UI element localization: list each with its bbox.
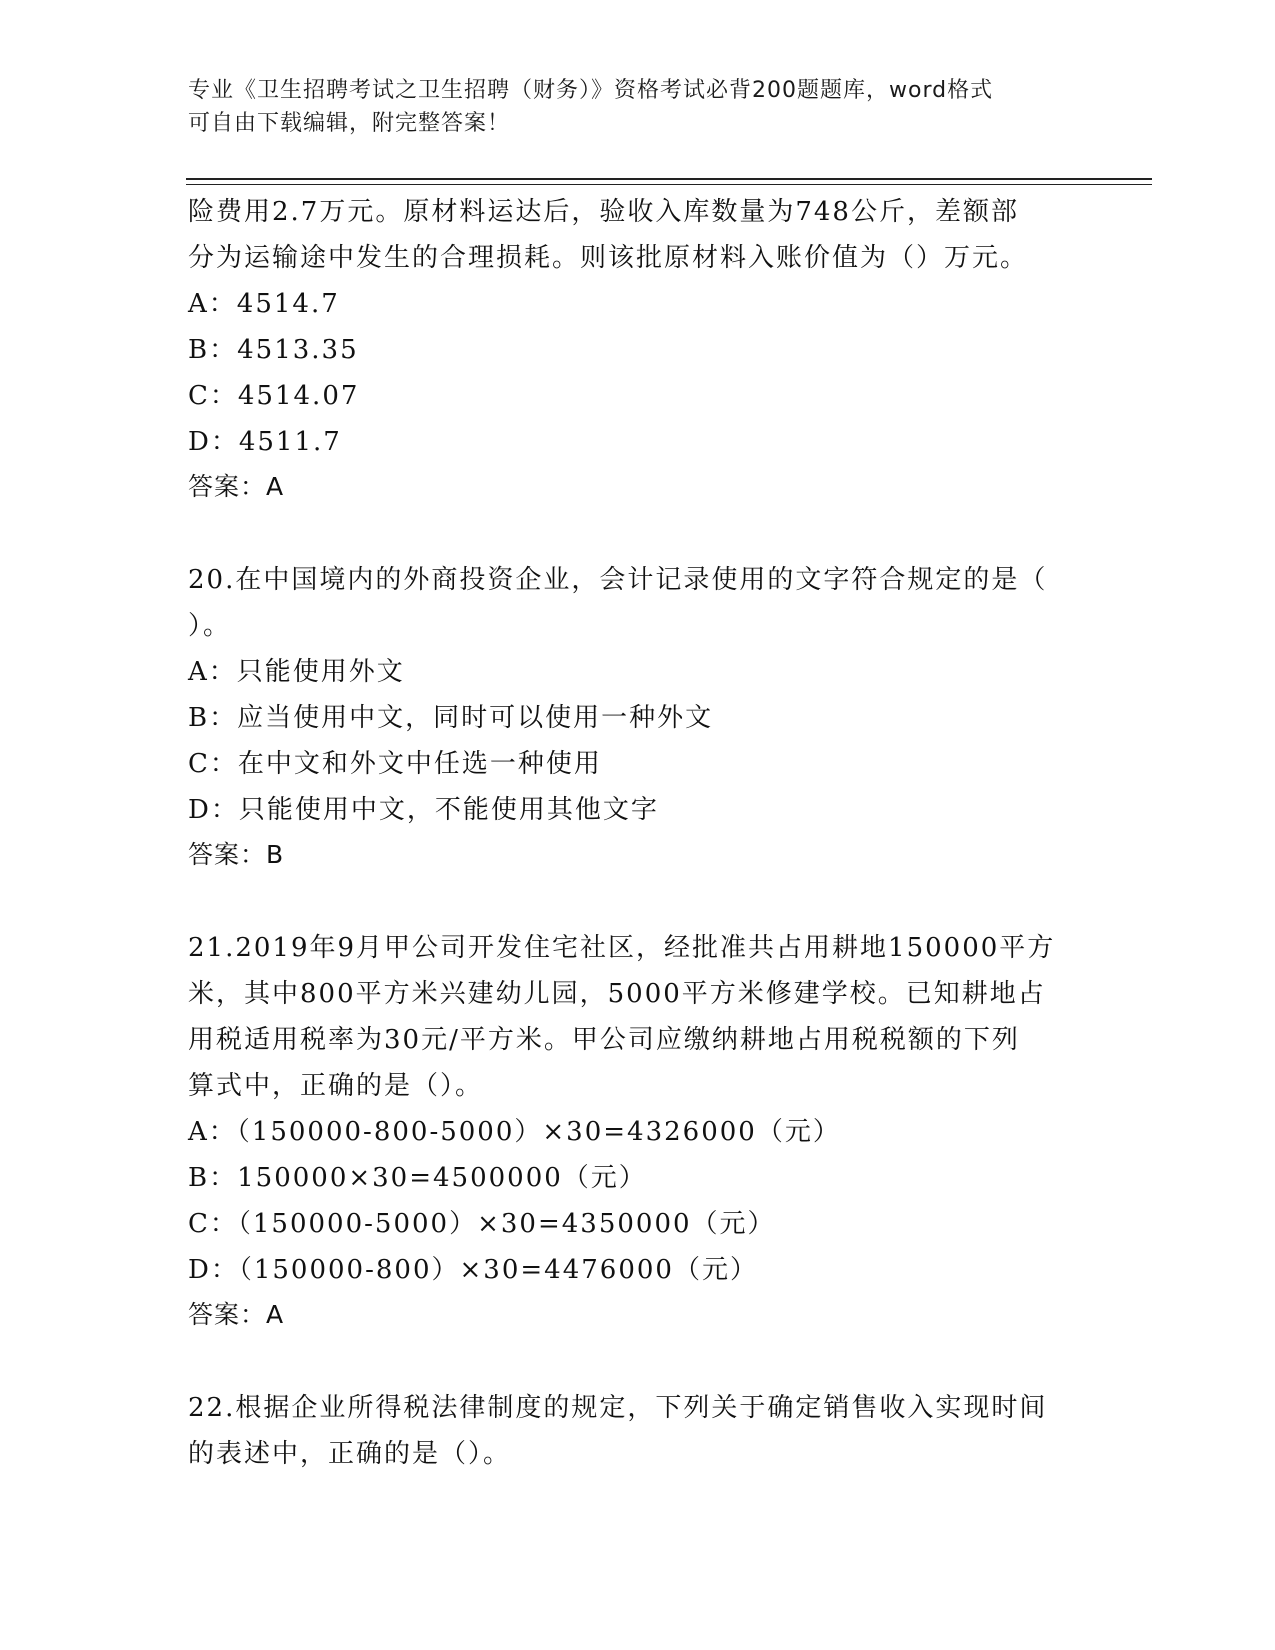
question-19-continued <box>188 189 1078 509</box>
option-c: C：（150000-5000）×30=4350000（元） <box>188 1209 776 1239</box>
question-text-line: 20.在中国境内的外商投资企业，会计记录使用的文字符合规定的是（ <box>188 565 1048 595</box>
spacer <box>188 877 1078 925</box>
option-b: B：4513.35 <box>188 335 359 365</box>
question-text-line: 21.2019年9月甲公司开发住宅社区，经批准共占用耕地150000平方 <box>188 933 1056 963</box>
question-20 <box>188 557 1078 877</box>
answer-line: 答案：A <box>188 472 285 501</box>
question-text-line: 22.根据企业所得税法律制度的规定，下列关于确定销售收入实现时间 <box>188 1393 1048 1423</box>
option-a: A：只能使用外文 <box>188 657 405 687</box>
option-a: A：4514.7 <box>188 289 340 319</box>
question-text-line: 分为运输途中发生的合理损耗。则该批原材料入账价值为（）万元。 <box>188 243 1029 273</box>
question-text-line: 险费用2.7万元。原材料运达后，验收入库数量为748公斤，差额部 <box>188 197 1019 227</box>
question-21 <box>188 925 1078 1337</box>
question-text-line: 算式中，正确的是（）。 <box>188 1071 484 1101</box>
option-a: A：（150000-800-5000）×30=4326000（元） <box>188 1117 841 1147</box>
question-text-line: ）。 <box>188 611 232 641</box>
document-header <box>188 74 1068 140</box>
spacer <box>188 509 1078 557</box>
option-b: B：150000×30=4500000（元） <box>188 1163 647 1193</box>
header-divider-thick <box>186 178 1152 180</box>
header-divider-thin <box>186 184 1152 185</box>
question-text-line: 米，其中800平方米兴建幼儿园，5000平方米修建学校。已知耕地占 <box>188 979 1046 1009</box>
answer-line: 答案：A <box>188 1300 285 1329</box>
header-line-1: 专业《卫生招聘考试之卫生招聘（财务）》资格考试必背200题题库，word格式 <box>188 78 994 103</box>
question-text-line: 的表述中，正确的是（）。 <box>188 1439 512 1469</box>
option-c: C：在中文和外文中任选一种使用 <box>188 749 602 779</box>
spacer <box>188 1337 1078 1385</box>
option-d: D：只能使用中文，不能使用其他文字 <box>188 795 659 825</box>
option-d: D：4511.7 <box>188 427 342 457</box>
option-c: C：4514.07 <box>188 381 360 411</box>
answer-line: 答案：B <box>188 840 285 869</box>
document-body <box>188 189 1078 1477</box>
option-b: B：应当使用中文，同时可以使用一种外文 <box>188 703 714 733</box>
question-22 <box>188 1385 1078 1477</box>
option-d: D：（150000-800）×30=4476000（元） <box>188 1255 758 1285</box>
header-line-2: 可自由下载编辑，附完整答案！ <box>188 111 511 136</box>
question-text-line: 用税适用税率为30元/平方米。甲公司应缴纳耕地占用税税额的下列 <box>188 1025 1020 1055</box>
